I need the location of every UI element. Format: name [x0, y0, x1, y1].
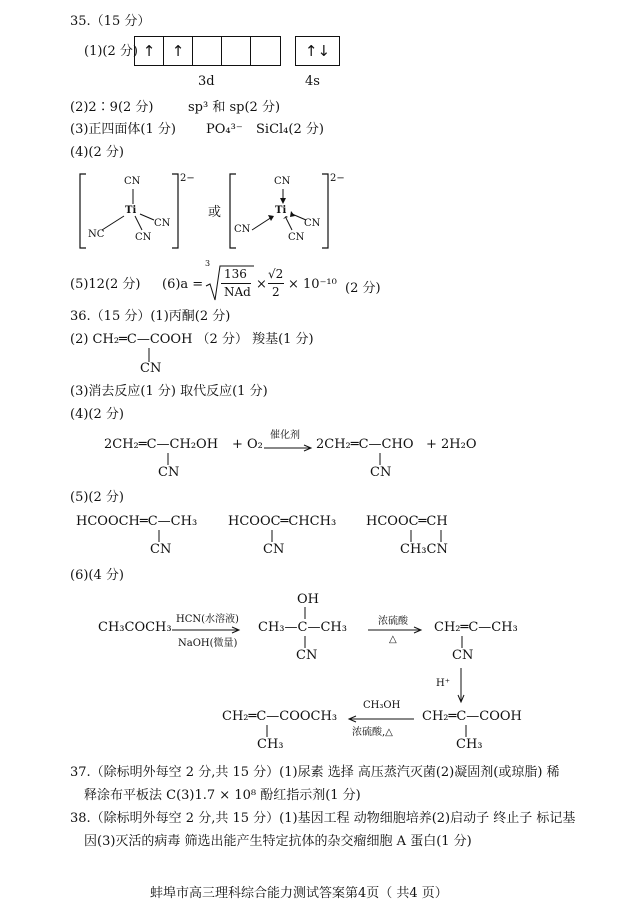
bond-line — [465, 725, 469, 737]
reaction-arrow — [368, 626, 424, 634]
synth-acid: CH₂═C—COOH — [422, 709, 522, 724]
q35-part4: (4)(2 分) — [70, 145, 124, 160]
q36-heading: 36.（15 分）(1)丙酮(2 分) — [70, 309, 231, 324]
orbital-cell: ↑ — [135, 37, 164, 65]
root-index: 3 — [205, 259, 211, 268]
fraction-bar — [268, 283, 284, 284]
synth-reagent-methanol: CH₃OH — [363, 700, 401, 711]
orbital-cell — [222, 37, 251, 65]
orbital-box-3d — [134, 36, 281, 66]
synth-reagent-naoh: NaOH(微量) — [178, 638, 238, 649]
synth-reagent-h2so4: 浓硫酸 — [378, 616, 408, 627]
orbital-cell: ↑ — [164, 37, 193, 65]
q38-line1: 38.（除标明外每空 2 分,共 15 分）(1)基因工程 动物细胞培养(2)启动子 终止子 标记基 — [70, 811, 576, 826]
cn-group: CN — [452, 648, 474, 663]
struct-charge: 2− — [330, 173, 345, 184]
bond-line — [158, 530, 162, 542]
synth-reagent-h2so4-heat: 浓硫酸,△ — [352, 727, 393, 738]
struct-label-ti: Ti — [275, 205, 287, 216]
formula-times: × — [256, 277, 267, 292]
orbital-cell: ↑↓ — [304, 42, 331, 60]
struct-label-cn: CN — [154, 218, 171, 229]
struct-or: 或 — [208, 205, 222, 220]
cn-group: CN — [263, 542, 285, 557]
synth-acetone: CH₃COCH₃ — [98, 620, 172, 635]
synth-cyanohydrin: CH₃—C—CH₃ — [258, 620, 347, 635]
q36-part4: (4)(2 分) — [70, 407, 124, 422]
cn-group: CN — [150, 542, 172, 557]
q35-part6-prefix: (6)a = — [162, 277, 204, 292]
cn-group: CN — [296, 648, 318, 663]
cn-group: CN — [370, 465, 392, 480]
bond-line — [461, 636, 465, 648]
struct-label-cn: CN — [234, 224, 251, 235]
struct-label-cn: CN — [274, 176, 291, 187]
rx4-product: 2CH₂═C—CHO — [316, 437, 414, 452]
q36-part3: (3)消去反应(1 分) 取代反应(1 分) — [70, 384, 268, 399]
struct-label-cn: CN — [304, 218, 321, 229]
q37-line2: 释涂布平板法 C(3)1.7 × 10⁸ 酚红指示剂(1 分) — [84, 788, 361, 803]
q35-part3c: SiCl₄(2 分) — [256, 122, 324, 137]
synth-oh: OH — [297, 592, 319, 607]
orbital-label-4s: 4s — [305, 74, 320, 89]
struct-label-ti: Ti — [125, 205, 137, 216]
rx4-catalyst: 催化剂 — [270, 430, 300, 441]
bond-line — [304, 607, 308, 619]
q38-line2: 因(3)灭活的病毒 筛选出能产生特定抗体的杂交瘤细胞 A 蛋白(1 分) — [84, 834, 472, 849]
formula-numerator: 136 — [224, 267, 247, 281]
struct-label-cn: CN — [288, 232, 305, 243]
synth-h-plus: H⁺ — [436, 678, 450, 689]
struct-label-cn: CN — [124, 176, 141, 187]
synth-unsat-nitrile: CH₂═C—CH₃ — [434, 620, 518, 635]
bond-line — [379, 453, 383, 465]
cn-group: CN — [140, 361, 162, 376]
struct-charge: 2− — [180, 173, 195, 184]
q36-part5: (5)(2 分) — [70, 490, 124, 505]
q35-part2a: (2)2∶9(2 分) — [70, 100, 154, 115]
orbital-cell — [251, 37, 280, 65]
synth-reagent-hcn: HCN(水溶液) — [176, 614, 239, 625]
rx4-oxygen: + O₂ — [232, 437, 263, 452]
q35-part6-score: (2 分) — [345, 281, 381, 296]
bond-line — [271, 530, 275, 542]
reaction-arrow-down — [456, 668, 466, 704]
bond-line — [167, 453, 171, 465]
bond-line — [266, 725, 270, 737]
struct-label-cn: CN — [135, 232, 152, 243]
orbital-box-4s — [295, 36, 340, 66]
q35-part5: (5)12(2 分) — [70, 277, 141, 292]
synth-ester: CH₂═C—COOCH₃ — [222, 709, 338, 724]
q37-line1: 37.（除标明外每空 2 分,共 15 分）(1)尿素 选择 高压蒸汽灭菌(2)凝固剂(或琼脂) 稀 — [70, 765, 560, 780]
isomer-2: HCOOC═CHCH₃ — [228, 514, 337, 529]
ch3-group: CH₃ — [456, 737, 483, 752]
q35-part3b: PO₄³⁻ — [206, 122, 243, 137]
q35-part3a: (3)正四面体(1 分) — [70, 122, 176, 137]
formula-sqrt2: √2 — [268, 267, 284, 281]
bond-line — [304, 636, 308, 648]
struct-label-nc: NC — [88, 229, 105, 240]
isomer-3: HCOOC═CH — [366, 514, 448, 529]
fraction-bar — [221, 283, 251, 284]
orbital-cell — [193, 37, 222, 65]
orbital-label-3d: 3d — [198, 74, 215, 89]
reaction-arrow — [172, 626, 242, 634]
q35-part1: (1)(2 分) — [84, 44, 138, 59]
ch3-group: CH₃ — [257, 737, 284, 752]
bond-line — [148, 348, 152, 362]
rx4-reactant: 2CH₂═C—CH₂OH — [104, 437, 219, 452]
synth-heat: △ — [389, 634, 397, 645]
formula-two: 2 — [272, 285, 280, 299]
q35-heading: 35.（15 分） — [70, 14, 151, 29]
q36-part6: (6)(4 分) — [70, 568, 124, 583]
q36-part2: (2) CH₂═C—COOH （2 分） 羧基(1 分) — [70, 332, 314, 347]
formula-denominator: NAd — [224, 285, 251, 299]
isomer-3-substituents: CH₃CN — [400, 542, 448, 557]
cn-group: CN — [158, 465, 180, 480]
q35-part2b: sp³ 和 sp(2 分) — [188, 100, 281, 115]
isomer-1: HCOOCH═C—CH₃ — [76, 514, 198, 529]
bond-lines — [410, 530, 450, 542]
page-footer: 蚌埠市高三理科综合能力测试答案第4页（ 共4 页） — [150, 886, 448, 901]
formula-power: × 10⁻¹⁰ — [288, 277, 337, 292]
reaction-arrow — [264, 444, 314, 452]
reaction-arrow-left — [348, 715, 414, 723]
rx4-water: + 2H₂O — [426, 437, 477, 452]
